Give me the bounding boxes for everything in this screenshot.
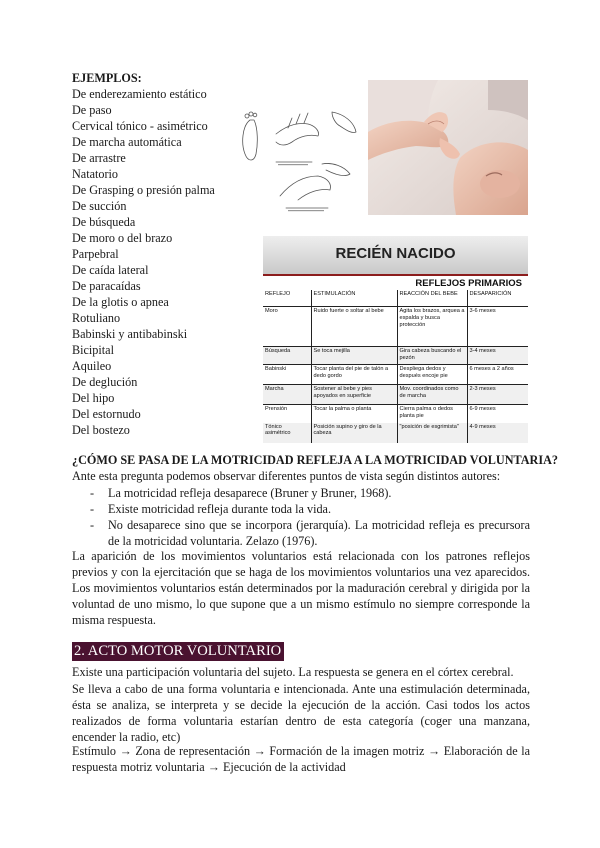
table-cell: 6 meses a 2 años	[467, 365, 528, 385]
table-cell: 2-3 meses	[467, 385, 528, 405]
example-item: Del hipo	[72, 391, 115, 405]
example-item: De caída lateral	[72, 263, 149, 277]
example-item: De enderezamiento estático	[72, 87, 207, 101]
examples-heading: EJEMPLOS:	[72, 71, 142, 85]
example-item: Natatorio	[72, 167, 119, 181]
example-item: De moro o del brazo	[72, 231, 173, 245]
example-item: Del estornudo	[72, 407, 141, 421]
example-item: Rotuliano	[72, 311, 121, 325]
infant-grasp-photo	[368, 80, 528, 215]
reflexes-table	[263, 290, 528, 443]
foot-reflex-sketch	[236, 104, 364, 216]
bullet-text: Existe motricidad refleja durante toda la vida.	[108, 502, 332, 516]
list-item: - No desaparece sino que se incorpora (jerarquía). La motricidad refleja es precursora de la motricidad voluntaria. Zelazo (1976).	[90, 518, 530, 548]
table-cell: 6-9 meses	[467, 405, 528, 423]
example-item: De deglución	[72, 375, 138, 389]
example-item: De paracaídas	[72, 279, 141, 293]
authors-bullet-list	[72, 485, 530, 549]
table-cell: Tónico asimétrico	[263, 423, 311, 443]
table-row	[263, 365, 528, 385]
table-row	[263, 307, 528, 347]
figure-subtitle: REFLEJOS PRIMARIOS	[415, 278, 522, 289]
column-header: ESTIMULACIÓN	[311, 290, 397, 307]
example-item: De marcha automática	[72, 135, 182, 149]
table-cell: Búsqueda	[263, 347, 311, 365]
table-cell: 3-6 meses	[467, 307, 528, 347]
example-item: De paso	[72, 103, 112, 117]
paragraph-sequence: Estímulo → Zona de representación → Formación de la imagen motriz → Elaboración de la respuesta motriz voluntaria → Ejecución de la actividad	[72, 744, 530, 774]
column-header: REFLEJO	[263, 290, 311, 307]
table-cell: Se toca mejilla	[311, 347, 397, 365]
intro-paragraph: Ante esta pregunta podemos observar diferentes puntos de vista según distintos autores:	[72, 469, 501, 483]
column-header: DESAPARICIÓN	[467, 290, 528, 307]
table-cell: Despliega dedos y después encoje pie	[397, 365, 467, 385]
table-cell: "posición de esgrimista"	[397, 423, 467, 443]
example-item: De succión	[72, 199, 127, 213]
newborn-reflexes-figure	[263, 236, 528, 437]
section-question-heading: ¿CÓMO SE PASA DE LA MOTRICIDAD REFLEJA A LA MOTRICIDAD VOLUNTARIA?	[72, 453, 558, 467]
example-item: De Grasping o presión palma	[72, 183, 215, 197]
example-item: De arrastre	[72, 151, 126, 165]
table-cell: Cierra palma o dedos planta pie	[397, 405, 467, 423]
example-item: Aquileo	[72, 359, 112, 373]
figure-title: RECIÉN NACIDO	[335, 245, 456, 262]
table-cell: Marcha	[263, 385, 311, 405]
table-cell: Prensión	[263, 405, 311, 423]
table-row	[263, 405, 528, 423]
table-cell: Tocar la palma o planta	[311, 405, 397, 423]
table-cell: Ruido fuerte o soltar al bebe	[311, 307, 397, 347]
table-cell: Moro	[263, 307, 311, 347]
table-cell: Tocar planta del pie de talón a dedo gordo	[311, 365, 397, 385]
table-cell: 4-9 meses	[467, 423, 528, 443]
table-cell: Posición supino y giro de la cabeza	[311, 423, 397, 443]
table-cell: Agita los brazos, arquea a espalda y busca protección	[397, 307, 467, 347]
bullet-text: La motricidad refleja desaparece (Bruner y Bruner, 1968).	[108, 486, 392, 500]
table-cell: Gira cabeza buscando el pezón	[397, 347, 467, 365]
paragraph-participation: Existe una participación voluntaria del sujeto. La respuesta se genera en el córtex cerebral.	[72, 665, 514, 679]
figure-header	[263, 236, 528, 276]
example-item: Babinski y antibabinski	[72, 327, 188, 341]
table-cell: Sostener al bebe y pies apoyados en superficie	[311, 385, 397, 405]
column-header: REACCIÓN DEL BEBE	[397, 290, 467, 307]
table-cell: 3-4 meses	[467, 347, 528, 365]
example-item: Cervical tónico - asimétrico	[72, 119, 208, 133]
paragraph-definition: Se lleva a cabo de una forma voluntaria e intencionada. Ante una estimulación determinada, ésta se analiza, se interpreta y se decide la ejecución de la acción. Casi todos los actos realizados de forma voluntaria estarían dentro de esta categoría (coger una manzana, encender la radio, etc)	[72, 682, 530, 744]
bullet-text: No desaparece sino que se incorpora (jerarquía). La motricidad refleja es precursora de la motricidad voluntaria. Zelazo (1976).	[108, 518, 530, 548]
example-item: De la glotis o apnea	[72, 295, 169, 309]
table-row	[263, 423, 528, 443]
list-item: - Existe motricidad refleja durante toda la vida.	[90, 502, 332, 516]
example-item: Bicipital	[72, 343, 114, 357]
table-cell: Babinski	[263, 365, 311, 385]
table-row	[263, 347, 528, 365]
example-item: Del bostezo	[72, 423, 130, 437]
table-cell: Mov. coordinados como de marcha	[397, 385, 467, 405]
table-row	[263, 385, 528, 405]
table-header-row	[263, 290, 528, 307]
section-title: 2. ACTO MOTOR VOLUNTARIO	[72, 642, 284, 661]
list-item: - La motricidad refleja desaparece (Bruner y Bruner, 1968).	[90, 486, 392, 500]
example-item: Parpebral	[72, 247, 119, 261]
voluntary-movement-paragraph: La aparición de los movimientos voluntarios está relacionada con los patrones reflejos previos y con la ejercitación que se haga de los movimientos voluntarios una vez aparecidos. Los movimientos voluntarios están determinados por la maduración cerebral y dirigida por la voluntad de uno mismo, lo que supone que a un mismo estímulo no siempre corresponde la misma respuesta.	[72, 549, 530, 627]
example-item: De búsqueda	[72, 215, 136, 229]
